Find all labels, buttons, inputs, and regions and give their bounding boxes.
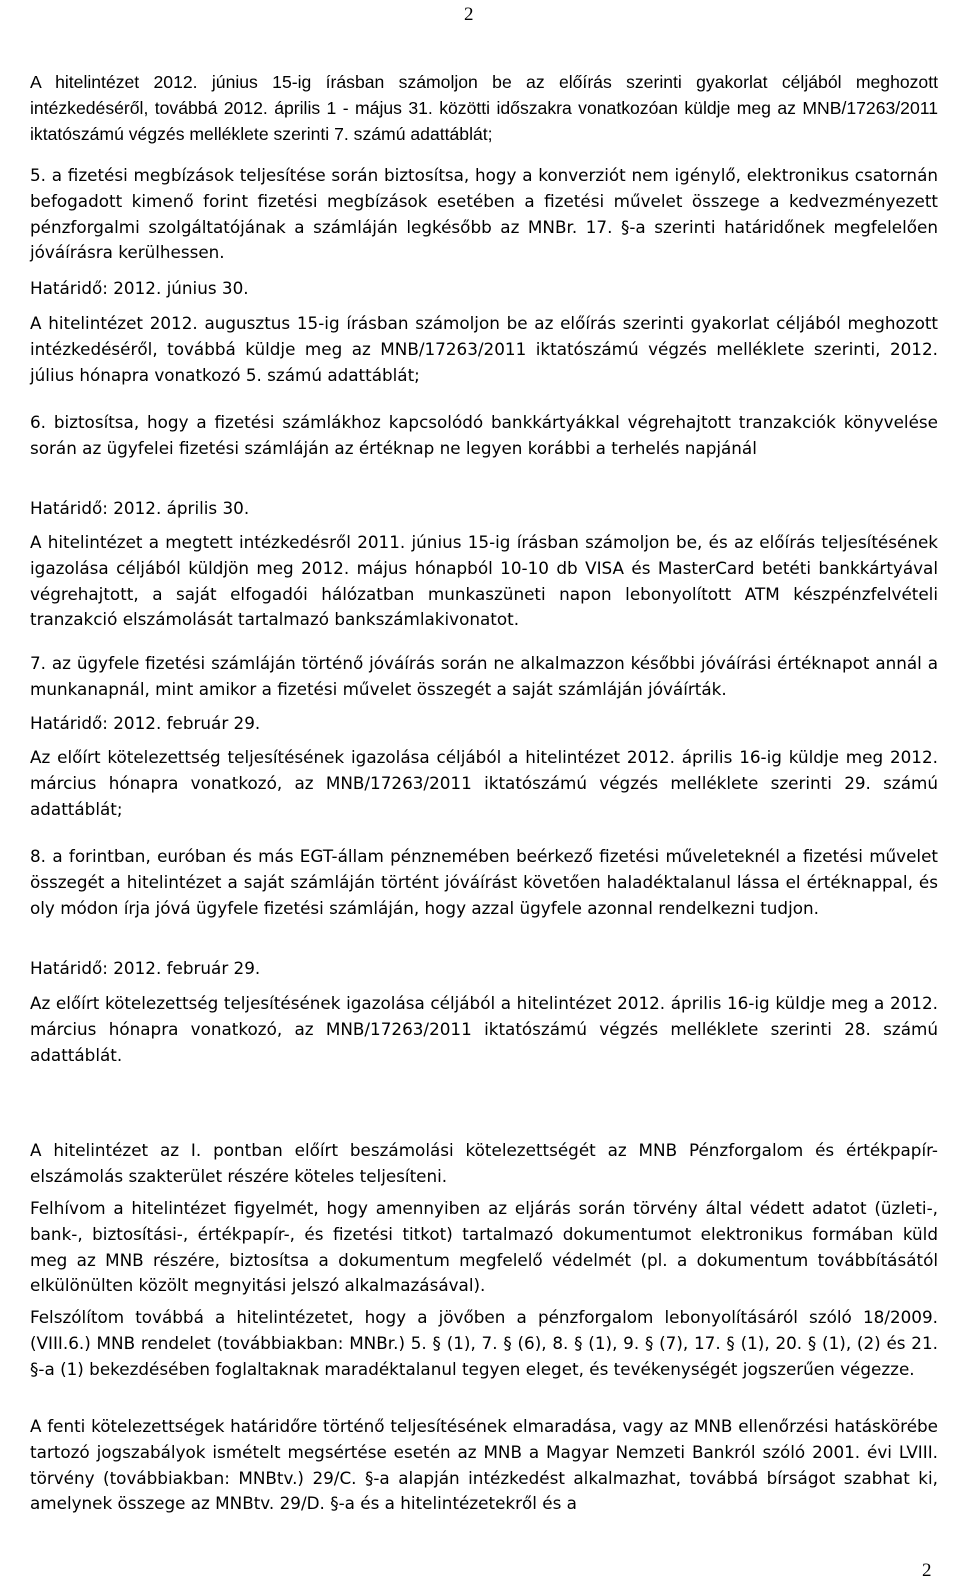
item-8-deadline: Határidő: 2012. február 29. — [30, 958, 261, 978]
item-8-report-block — [30, 991, 938, 1068]
closing-text-2: Felhívom a hitelintézet figyelmét, hogy amennyiben az eljárás során törvény által védett adatot (üzleti-, bank-, biztosítási-, értékpapír-, és fizetési titkot) tartalmazó dokumentumot elektronikus formában küld meg az MNB részére, biztosítsa a dokumentum megfelelő védelmét (pl. a dokumentum továbbításától elkülönülten közölt megnyitási jelszó alkalmazásával). — [30, 1198, 938, 1296]
closing-paragraph-2 — [30, 1196, 938, 1299]
closing-paragraph-1 — [30, 1138, 938, 1190]
item-5-deadline-block — [30, 276, 938, 302]
item-7-report-block — [30, 745, 938, 822]
item-6-deadline-block — [30, 496, 938, 522]
item-7-report: Az előírt kötelezettség teljesítésének igazolása céljából a hitelintézet 2012. április 16-ig küldje meg 2012. március hónapra vonatkozó, az MNB/17263/2011 iktatószámú végzés melléklete szerinti 29. számú adattáblát; — [30, 747, 938, 819]
item-5-report-block — [30, 311, 938, 388]
closing-paragraph-4 — [30, 1414, 938, 1517]
item-5-text: 5. a fizetési megbízások teljesítése során biztosítsa, hogy a konverziót nem igénylő, elektronikus csatornán befogadott kimenő forint fizetési megbízások esetében a fizetési művelet összege a kedvezményezett pénzforgalmi szolgáltatójának a számláján legkésőbb az MNBr. 17. §-a szerinti határidőnek megfelelően jóváírásra kerülhessen. — [30, 165, 938, 263]
item-5 — [30, 163, 938, 266]
item-8-deadline-block — [30, 956, 938, 982]
intro-paragraph — [30, 70, 938, 147]
closing-text-3: Felszólítom továbbá a hitelintézetet, hogy a jövőben a pénzforgalom lebonyolításáról szóló 18/2009. (VIII.6.) MNB rendelet (továbbiakban: MNBr.) 5. § (1), 7. § (6), 8. § (1), 9. § (7), 17. § (1), 20. § (1), (2) és 21. §-a (1) bekezdésében foglaltaknak maradéktalanul tegyen eleget, és tevékenységét jogszerűen végezze. — [30, 1307, 938, 1379]
item-5-deadline: Határidő: 2012. június 30. — [30, 278, 249, 298]
item-6-report-block — [30, 530, 938, 633]
item-6-text: 6. biztosítsa, hogy a fizetési számlákhoz kapcsolódó bankkártyákkal végrehajtott tranzakciók könyvelése során az ügyfelei fizetési számláján az értéknap ne legyen korábbi a terhelés napjánál — [30, 412, 938, 458]
closing-text-4: A fenti kötelezettségek határidőre történő teljesítésének elmaradása, vagy az MNB ellenőrzési hatáskörébe tartozó jogszabályok ismételt megsértése esetén az MNB a Magyar Nemzeti Bankról szóló 2001. évi LVIII. törvény (továbbiakban: MNBtv.) 29/C. §-a alapján intézkedést alkalmazhat, továbbá bírságot szabhat ki, amelynek összege az MNBtv. 29/D. §-a és a hitelintézetekről és a — [30, 1416, 938, 1514]
item-8 — [30, 844, 938, 921]
item-6-report: A hitelintézet a megtett intézkedésről 2011. június 15-ig írásban számoljon be, és az előírás teljesítésének igazolása céljából küldjön meg 2012. május hónapból 10-10 db VISA és MasterCard betéti bankkártyával végrehajtott, a saját elfogadói hálózatban munkaszüneti napon lebonyolított ATM készpénzfelvételi tranzakció elszámolását tartalmazó bankszámlakivonatot. — [30, 532, 938, 630]
item-6 — [30, 410, 938, 462]
item-8-report: Az előírt kötelezettség teljesítésének igazolása céljából a hitelintézet 2012. április 16-ig küldje meg a 2012. március hónapra vonatkozó, az MNB/17263/2011 iktatószámú végzés melléklete szerinti 28. számú adattáblát. — [30, 993, 938, 1065]
item-7-deadline-block — [30, 711, 938, 737]
page-number-bottom: 2 — [922, 1560, 932, 1581]
page-number-top: 2 — [464, 4, 474, 25]
item-7-deadline: Határidő: 2012. február 29. — [30, 713, 261, 733]
closing-text-1: A hitelintézet az I. pontban előírt beszámolási kötelezettségét az MNB Pénzforgalom és értékpapír-elszámolás szakterület részére köteles teljesíteni. — [30, 1140, 938, 1186]
intro-text: A hitelintézet 2012. június 15-ig írásban számoljon be az előírás szerinti gyakorlat céljából meghozott intézkedéséről, továbbá 2012. április 1 - május 31. közötti időszakra vonatkozóan küldje meg az MNB/17263/2011 iktatószámú végzés melléklete szerinti 7. számú adattáblát; — [30, 72, 938, 144]
item-7-text: 7. az ügyfele fizetési számláján történő jóváírás során ne alkalmazzon későbbi jóváírási értéknapot annál a munkanapnál, mint amikor a fizetési művelet összegét a saját számláján jóváírták. — [30, 653, 938, 699]
closing-paragraph-3 — [30, 1305, 938, 1382]
item-8-text: 8. a forintban, euróban és más EGT-állam pénznemében beérkező fizetési műveleteknél a fizetési művelet összegét a hitelintézet a saját számláján történt jóváírást követően haladéktalanul lássa el értéknappal, és oly módon írja jóvá ügyfele fizetési számláján, hogy azzal ügyfele azonnal rendelkezni tudjon. — [30, 846, 938, 918]
item-6-deadline: Határidő: 2012. április 30. — [30, 498, 250, 518]
item-7 — [30, 651, 938, 703]
item-5-report: A hitelintézet 2012. augusztus 15-ig írásban számoljon be az előírás szerinti gyakorlat céljából meghozott intézkedéséről, továbbá küldje meg az MNB/17263/2011 iktatószámú végzés melléklete szerinti, 2012. július hónapra vonatkozó 5. számú adattáblát; — [30, 313, 938, 385]
